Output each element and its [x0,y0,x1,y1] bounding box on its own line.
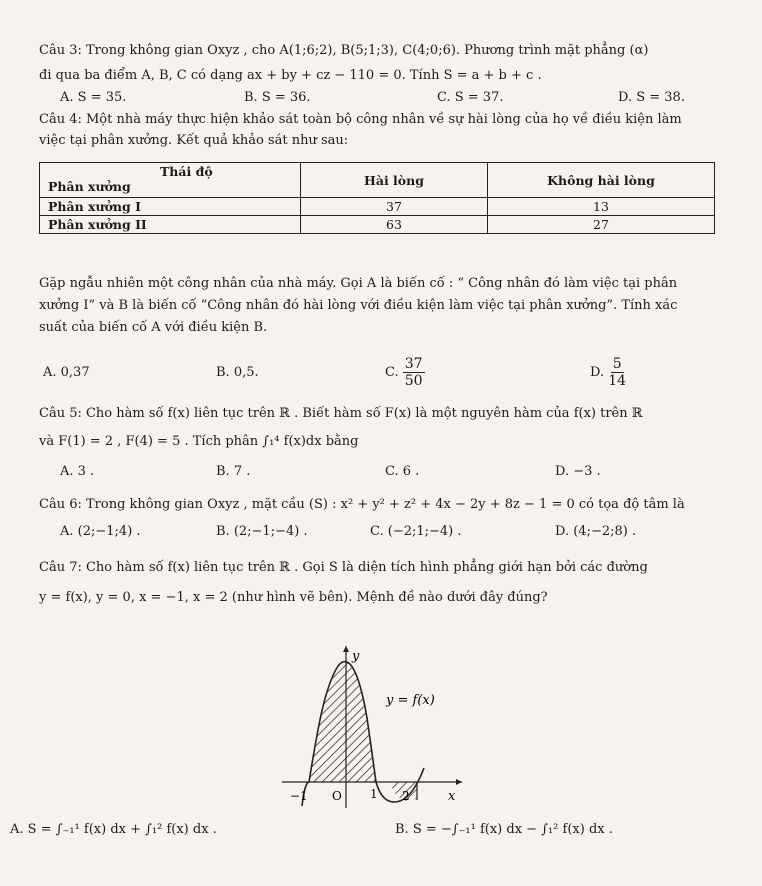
y-axis-arrow [343,646,349,652]
q3-option-c: C. S = 37. [437,90,504,105]
table-cell: 37 [301,198,488,216]
fraction-numerator: 37 [404,356,423,372]
q6-option-d: D. (4;−2;8) . [555,524,637,539]
area-graph [262,638,472,810]
fraction-numerator: 5 [612,356,622,372]
q4-option-d-fraction [608,356,626,389]
table-row [40,198,715,216]
q4-para1: Gặp ngẫu nhiên một công nhân của nhà máy. Gọi A là biến cố : “ Công nhân đó làm việc tại phân [39,276,678,291]
table-row-label: Phân xưởng II [40,216,301,234]
table-corner-cell [40,163,301,198]
x-axis-arrow [456,779,462,785]
q4-para2: xưởng I” và B là biến cố “Công nhân đó hài lòng với điều kiện làm việc tại phân xưởng”. Tính xác [39,298,678,313]
y-axis-label: y [352,649,360,664]
q4-option-b: B. 0,5. [216,365,259,380]
q3-option-b: B. S = 36. [244,90,311,105]
q7-option-b: B. S = −∫₋₁¹ f(x) dx − ∫₁² f(x) dx . [395,822,613,837]
table-row-label: Phân xưởng I [40,198,301,216]
fraction-denominator: 14 [608,373,627,389]
table-cell: 63 [301,216,488,234]
tick-label-1: 1 [370,787,378,801]
q6-option-b: B. (2;−1;−4) . [216,524,308,539]
q5-option-d: D. −3 . [555,464,601,479]
q4-option-c-fraction [403,356,425,389]
table-cell: 13 [488,198,715,216]
q4-option-d-label: D. [590,365,605,380]
tick-label-neg1: −1 [290,789,308,803]
curve-label: y = f(x) [386,693,435,708]
fraction-denominator: 50 [404,373,423,389]
q7-line2: y = f(x), y = 0, x = −1, x = 2 (như hình vẽ bên). Mệnh đề nào dưới đây đúng? [39,590,548,605]
table-corner-top: Thái độ [160,164,213,179]
q6-line1: Câu 6: Trong không gian Oxyz , mặt cầu (S) : x² + y² + z² + 4x − 2y + 8z − 1 = 0 có tọa độ tâm là [39,497,685,512]
q4-line1: Câu 4: Một nhà máy thực hiện khảo sát toàn bộ công nhân về sự hài lòng của họ về điều kiện làm [39,112,682,127]
table-header-satisfied: Hài lòng [301,163,488,198]
q4-option-d [590,356,626,389]
q5-option-c: C. 6 . [385,464,420,479]
q6-option-a: A. (2;−1;4) . [60,524,141,539]
q3-option-d: D. S = 38. [618,90,685,105]
tick-label-2: 2 [402,789,410,803]
q6-option-c: C. (−2;1;−4) . [370,524,462,539]
q7-line1: Câu 7: Cho hàm số f(x) liên tục trên ℝ . Gọi S là diện tích hình phẳng giới hạn bởi các đường [39,560,648,575]
survey-table [39,162,715,234]
q4-option-c [385,356,425,389]
q7-option-a: A. S = ∫₋₁¹ f(x) dx + ∫₁² f(x) dx . [10,822,217,837]
q3-option-a: A. S = 35. [60,90,127,105]
table-header-unsatisfied: Không hài lòng [488,163,715,198]
q5-option-a: A. 3 . [60,464,95,479]
q5-line1: Câu 5: Cho hàm số f(x) liên tục trên ℝ . Biết hàm số F(x) là một nguyên hàm của f(x) trên ℝ [39,406,643,421]
q4-option-a: A. 0,37 [43,365,90,380]
origin-label: O [332,789,342,803]
x-axis-label: x [448,789,456,804]
table-corner-bottom: Phân xưởng [48,179,131,194]
q3-line1: Câu 3: Trong không gian Oxyz , cho A(1;6;2), B(5;1;3), C(4;0;6). Phương trình mặt phẳng (α) [39,43,649,58]
table-cell: 27 [488,216,715,234]
q5-line2: và F(1) = 2 , F(4) = 5 . Tích phân ∫₁⁴ f(x)dx bằng [39,434,359,449]
q4-option-c-label: C. [385,365,399,380]
q5-option-b: B. 7 . [216,464,251,479]
q4-para3: suất của biến cố A với điều kiện B. [39,320,268,335]
q4-line2: việc tại phân xưởng. Kết quả khảo sát như sau: [39,133,349,148]
table-row [40,216,715,234]
q3-line2: đi qua ba điểm A, B, C có dạng ax + by + cz − 110 = 0. Tính S = a + b + c . [39,68,542,83]
